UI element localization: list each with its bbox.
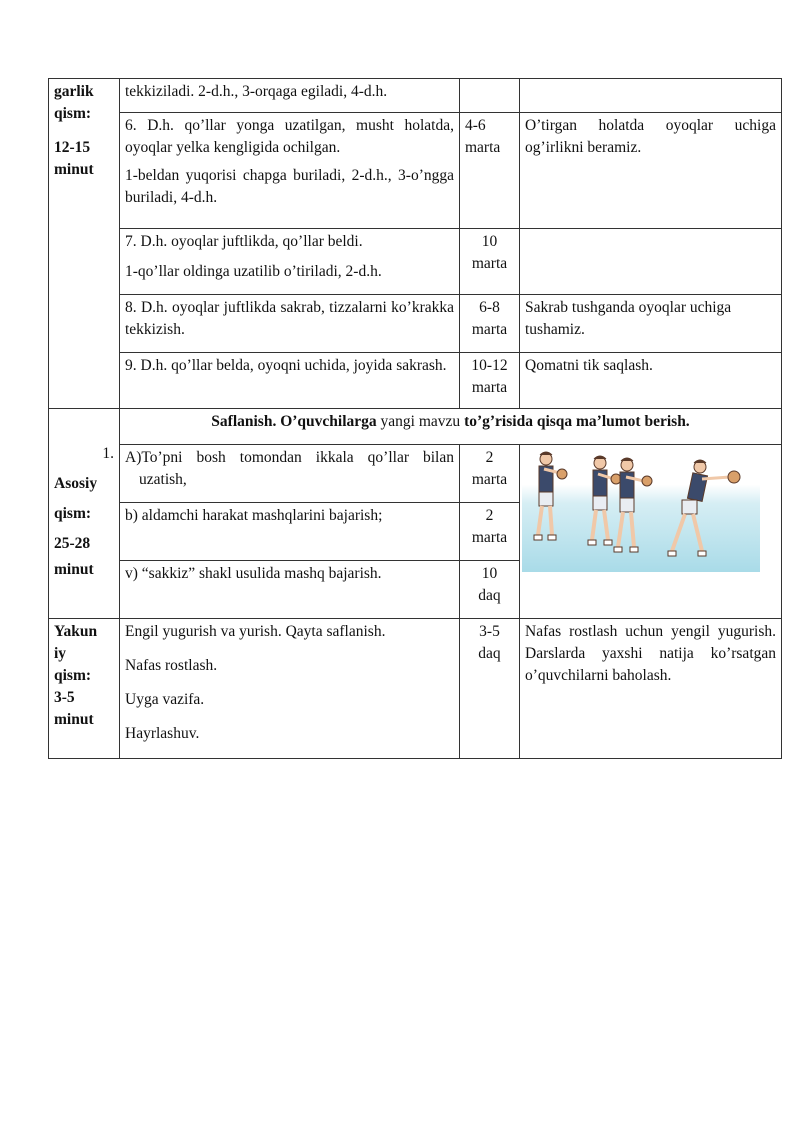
note-cell bbox=[520, 295, 782, 353]
table-row bbox=[49, 353, 782, 409]
dose-cell bbox=[460, 619, 520, 759]
dose-value: 6-8 bbox=[479, 299, 500, 316]
section-label-line: garlik bbox=[54, 83, 94, 100]
note-text: Sakrab tushganda oyoqlar uchiga tushamiz. bbox=[525, 299, 732, 338]
exercise-text: tekkiziladi. 2-d.h., 3-orqaga egiladi, 4-d.h. bbox=[125, 83, 388, 100]
section-title-normal: yangi mavzu bbox=[376, 413, 465, 430]
dose-value: 10 bbox=[481, 233, 498, 250]
section-label-line: minut bbox=[54, 711, 94, 728]
section-number: 1. bbox=[102, 445, 114, 462]
section-label-line: qism: bbox=[54, 105, 92, 122]
dose-unit: marta bbox=[471, 379, 508, 396]
dose-unit: marta bbox=[471, 529, 508, 546]
note-text: O’tirgan holatda oyoqlar uchiga og’irlikni beramiz. bbox=[525, 117, 776, 156]
exercise-text: 6. D.h. qo’llar yonga uzatilgan, musht holatda, oyoqlar yelka kengligida ochilgan. bbox=[125, 117, 454, 156]
exercise-text: A)To’pni bosh tomondan ikkala qo’llar bilan uzatish, bbox=[125, 449, 454, 488]
note-cell bbox=[520, 79, 782, 113]
dose-unit: daq bbox=[478, 645, 501, 662]
section-label-line: qism: bbox=[54, 505, 92, 522]
section-label-line: 12-15 bbox=[54, 139, 91, 156]
dose-cell bbox=[460, 295, 520, 353]
dose-value: 3-5 bbox=[479, 623, 500, 640]
table-row bbox=[49, 409, 782, 445]
dose-cell bbox=[460, 113, 520, 229]
table-row bbox=[49, 229, 782, 295]
exercise-cell bbox=[120, 353, 460, 409]
section-label-line: 3-5 bbox=[54, 689, 75, 706]
section-label-line: Yakun bbox=[54, 623, 98, 640]
exercise-cell bbox=[120, 445, 460, 503]
section-label-cell bbox=[49, 79, 120, 409]
section-title-bold: to’g’risida qisqa ma’lumot berish. bbox=[464, 413, 690, 430]
table-row bbox=[49, 295, 782, 353]
dose-cell bbox=[460, 353, 520, 409]
note-cell bbox=[520, 619, 782, 759]
section-title bbox=[120, 409, 782, 445]
dose-unit: marta bbox=[471, 255, 508, 272]
dose-cell bbox=[460, 79, 520, 113]
table-row bbox=[49, 79, 782, 113]
note-cell bbox=[520, 113, 782, 229]
exercise-text: 1-beldan yuqorisi chapga buriladi, 2-d.h., 3-o’ngga buriladi, 4-d.h. bbox=[125, 167, 454, 206]
dose-value: 2 bbox=[485, 507, 494, 524]
exercise-cell bbox=[120, 295, 460, 353]
exercise-text: b) aldamchi harakat mashqlarini bajarish; bbox=[125, 507, 383, 524]
section-label-line: minut bbox=[54, 561, 94, 578]
exercise-text: 7. D.h. oyoqlar juftlikda, qo’llar beldi. bbox=[125, 233, 363, 250]
note-text: Nafas rostlash uchun yengil yugurish. Darslarda yaxshi natija ko’rsatgan o’quvchilarni baholash. bbox=[525, 623, 776, 684]
dose-value: 2 bbox=[485, 449, 494, 466]
section-label-line: Asosiy bbox=[54, 475, 98, 492]
exercise-text: v) “sakkiz” shakl usulida mashq bajarish. bbox=[125, 565, 382, 582]
section-label-line: 25-28 bbox=[54, 535, 91, 552]
exercise-text: Engil yugurish va yurish. Qayta saflanish. bbox=[125, 623, 386, 640]
exercise-cell bbox=[120, 503, 460, 561]
dose-unit: marta bbox=[471, 471, 508, 488]
dose-unit: marta bbox=[471, 321, 508, 338]
section-label-cell bbox=[49, 619, 120, 759]
lesson-plan-table bbox=[48, 78, 782, 759]
dose-cell bbox=[460, 503, 520, 561]
section-label-cell bbox=[49, 409, 120, 619]
exercise-cell bbox=[120, 113, 460, 229]
exercise-text: 1-qo’llar oldinga uzatilib o’tiriladi, 2-d.h. bbox=[125, 263, 382, 280]
dose-cell bbox=[460, 445, 520, 503]
dose-value: 4-6 bbox=[465, 117, 486, 134]
exercise-text: 8. D.h. oyoqlar juftlikda sakrab, tizzalarni ko’krakka tekkizish. bbox=[125, 299, 454, 338]
exercise-cell bbox=[120, 79, 460, 113]
section-label-line: qism: bbox=[54, 667, 92, 684]
section-label-line: minut bbox=[54, 161, 94, 178]
table-row bbox=[49, 619, 782, 759]
exercise-text: Hayrlashuv. bbox=[125, 725, 200, 742]
dose-unit: daq bbox=[478, 587, 501, 604]
dose-value: 10-12 bbox=[471, 357, 508, 374]
section-title-bold: Saflanish. O’quvchilarga bbox=[211, 413, 377, 430]
table-row bbox=[49, 113, 782, 229]
dose-unit: marta bbox=[465, 139, 501, 156]
note-cell bbox=[520, 229, 782, 295]
dose-value: 10 bbox=[481, 565, 498, 582]
dose-cell bbox=[460, 229, 520, 295]
dose-cell bbox=[460, 561, 520, 619]
exercise-text: 9. D.h. qo’llar belda, oyoqni uchida, joyida sakrash. bbox=[125, 357, 447, 374]
exercise-cell bbox=[120, 619, 460, 759]
basketball-pass-illustration bbox=[522, 447, 760, 572]
exercise-cell bbox=[120, 229, 460, 295]
note-cell bbox=[520, 353, 782, 409]
player-figure bbox=[534, 452, 567, 540]
note-text: Qomatni tik saqlash. bbox=[525, 357, 653, 374]
exercise-cell bbox=[120, 561, 460, 619]
exercise-text: Nafas rostlash. bbox=[125, 657, 218, 674]
player-figure bbox=[668, 460, 740, 556]
exercise-text: Uyga vazifa. bbox=[125, 691, 205, 708]
player-figure bbox=[588, 456, 621, 545]
player-figure bbox=[614, 458, 652, 552]
section-label-line: iy bbox=[54, 645, 67, 662]
